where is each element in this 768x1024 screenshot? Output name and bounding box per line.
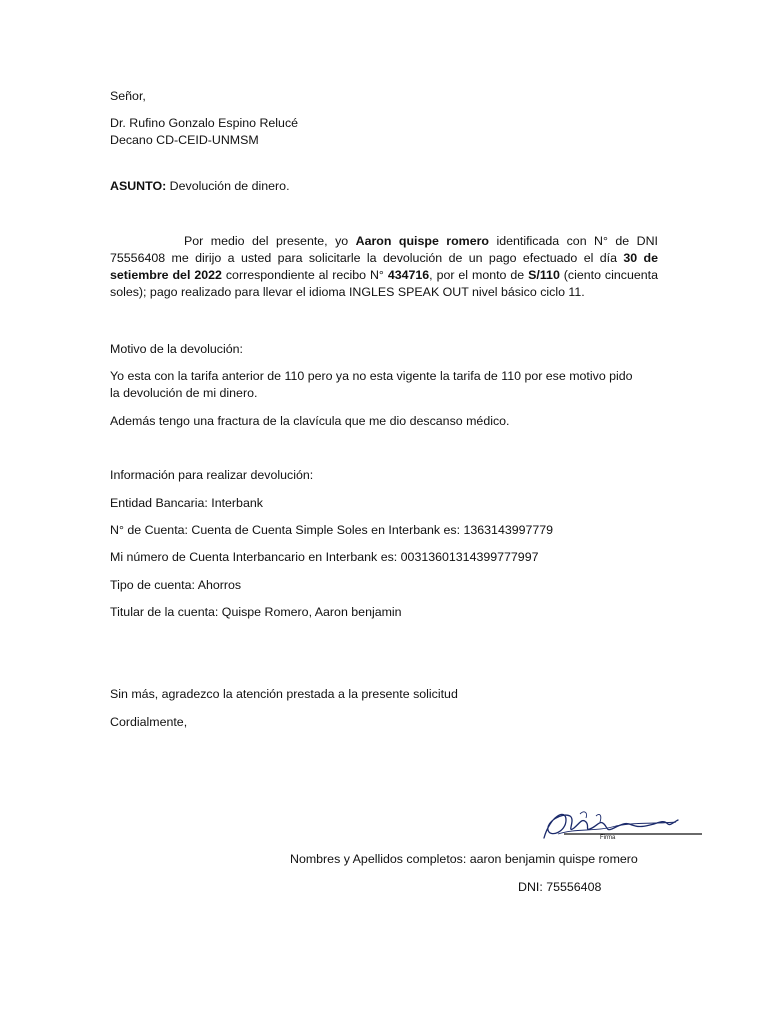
account-type: Tipo de cuenta: Ahorros <box>110 578 242 592</box>
subject-label: ASUNTO: <box>110 179 167 193</box>
body-text: Por medio del presente, yo <box>184 234 356 248</box>
signature-label: Firma <box>600 835 616 841</box>
closing-thanks: Sin más, agradezco la atención prestada a la presente solicitud <box>110 687 458 701</box>
subject-line <box>110 178 658 195</box>
account-number: N° de Cuenta: Cuenta de Cuenta Simple Soles en Interbank es: 1363143997779 <box>110 523 554 537</box>
body-text: correspondiente al recibo N° <box>221 268 388 282</box>
reason-text: Yo esta con la tarifa anterior de 110 pero ya no esta vigente la tarifa de 110 por ese motivo pido la devolución de mi dinero. <box>110 369 633 400</box>
signer-dni: DNI: 75556408 <box>518 880 602 894</box>
signer-full-name: Nombres y Apellidos completos: aaron benjamin quispe romero <box>290 852 638 866</box>
body-text: (ciento cincuenta soles); pago realizado para llevar el idioma INGLES SPEAK OUT nivel básico ciclo 11. <box>110 268 658 299</box>
recipient-position: Decano CD-CEID-UNMSM <box>110 133 259 147</box>
reason-injury: Además tengo una fractura de la clavícula que me dio descanso médico. <box>110 414 510 428</box>
handwritten-signature <box>536 798 706 846</box>
receipt-number: 434716 <box>387 268 430 282</box>
refund-heading: Información para realizar devolución: <box>110 468 314 482</box>
salutation: Señor, <box>110 89 146 103</box>
signature-image <box>536 798 706 846</box>
bank-name: Entidad Bancaria: Interbank <box>110 496 263 510</box>
body-text: identificada con N° de DNI 75556408 me dirijo a usted para solicitarle la devolución de un pago efectuado el día <box>110 234 659 265</box>
payment-date: 30 de setiembre del 2022 <box>110 251 658 282</box>
reason-heading: Motivo de la devolución: <box>110 342 243 356</box>
body-text: , por el monto de <box>429 268 529 282</box>
subject-text: Devolución de dinero. <box>166 179 290 193</box>
recipient-name: Dr. Rufino Gonzalo Espino Relucé <box>110 116 299 130</box>
account-holder: Titular de la cuenta: Quispe Romero, Aaron benjamin <box>110 605 402 619</box>
requester-name: Aaron quispe romero <box>355 234 489 248</box>
body-paragraph <box>110 233 658 301</box>
interbank-account-number: Mi número de Cuenta Interbancario en Interbank es: 00313601314399777997 <box>110 550 539 564</box>
closing-regards: Cordialmente, <box>110 715 188 729</box>
payment-amount: S/110 <box>528 268 560 282</box>
